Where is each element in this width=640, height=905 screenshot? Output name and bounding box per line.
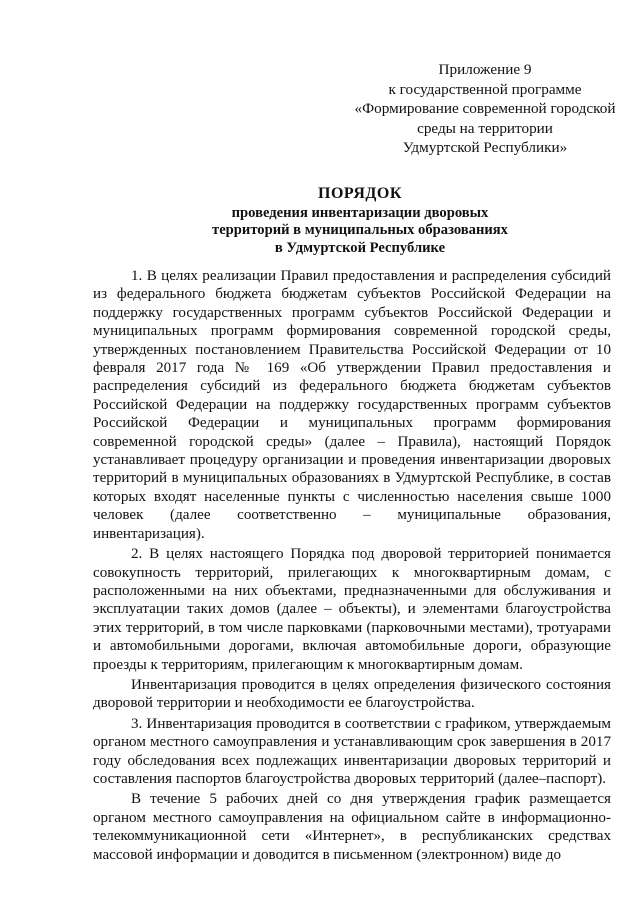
- appendix-line: Приложение 9: [438, 61, 532, 78]
- subtitle-line: территорий в муниципальных образованиях: [212, 222, 508, 239]
- paragraph: 3. Инвентаризация проводится в соответствии с графиком, утверждаемым органом местного самоуправления и устанавливающим срок завершения в 2017 году обследования всех подлежащих инвентаризации дворовых территорий и составления паспортов благоустройства дворовых территорий (далее–паспорт).: [93, 715, 611, 787]
- document-subtitle: [90, 205, 630, 257]
- appendix-line: к государственной программе: [388, 80, 582, 98]
- appendix-line: «Формирование современной городской: [354, 100, 616, 118]
- appendix-line: Удмуртской Республики»: [402, 139, 568, 157]
- document-body: [93, 267, 611, 864]
- paragraph: В течение 5 рабочих дней со дня утверждения график размещается органом местного самоуправления на официальном сайте в информационно-телекоммуникационной сети «Интернет», в республиканских средствах массовой информации и доводится в письменном (электронном) виде до: [93, 791, 611, 863]
- subtitle-line: проведения инвентаризации дворовых: [231, 205, 489, 221]
- appendix-header: [340, 60, 630, 158]
- appendix-line: среды на территории: [417, 119, 553, 137]
- subtitle-line: в Удмуртской Республике: [274, 239, 446, 256]
- paragraph: 2. В целях настоящего Порядка под дворовой территорией понимается совокупность территорий, прилегающих к многоквартирным домам, с расположенными на них объектами, предназначенными для обслуживания и эксплуатации таких домов (далее – объекты), и элементами благоустройства этих территорий, в том числе парковками (парковочными местами), тротуарами и автомобильными дорогами, включая автомобильные дороги, образующие проезды к территориям, прилегающим к многоквартирным домам.: [93, 546, 611, 673]
- document-title: ПОРЯДОК: [318, 185, 402, 202]
- paragraph: Инвентаризация проводится в целях определения физического состояния дворовой территории и необходимости ее благоустройства.: [93, 676, 611, 712]
- paragraph: 1. В целях реализации Правил предоставления и распределения субсидий из федерального бюджета бюджетам субъектов Российской Федерации на поддержку государственных программ субъектов Российской Федерации и муниципальных программ формирования современной городской среды, утвержденных постановлением Правительства Российской Федерации от 10 февраля 2017 года № 169 «Об утверждении Правил предоставления и распределения субсидий из федерального бюджета бюджетам субъектов Российской Федерации на поддержку государственных программ субъектов Российской Федерации и муниципальных программ формирования современной городской среды» (далее – Правила), настоящий Порядок устанавливает процедуру организации и проведения инвентаризации дворовых территорий в муниципальных образованиях в Удмуртской Республике, в состав которых входят населенные пункты с численностью населения свыше 1000 человек (далее соответственно – муниципальные образования, инвентаризация).: [93, 268, 611, 542]
- document-heading: [90, 183, 630, 257]
